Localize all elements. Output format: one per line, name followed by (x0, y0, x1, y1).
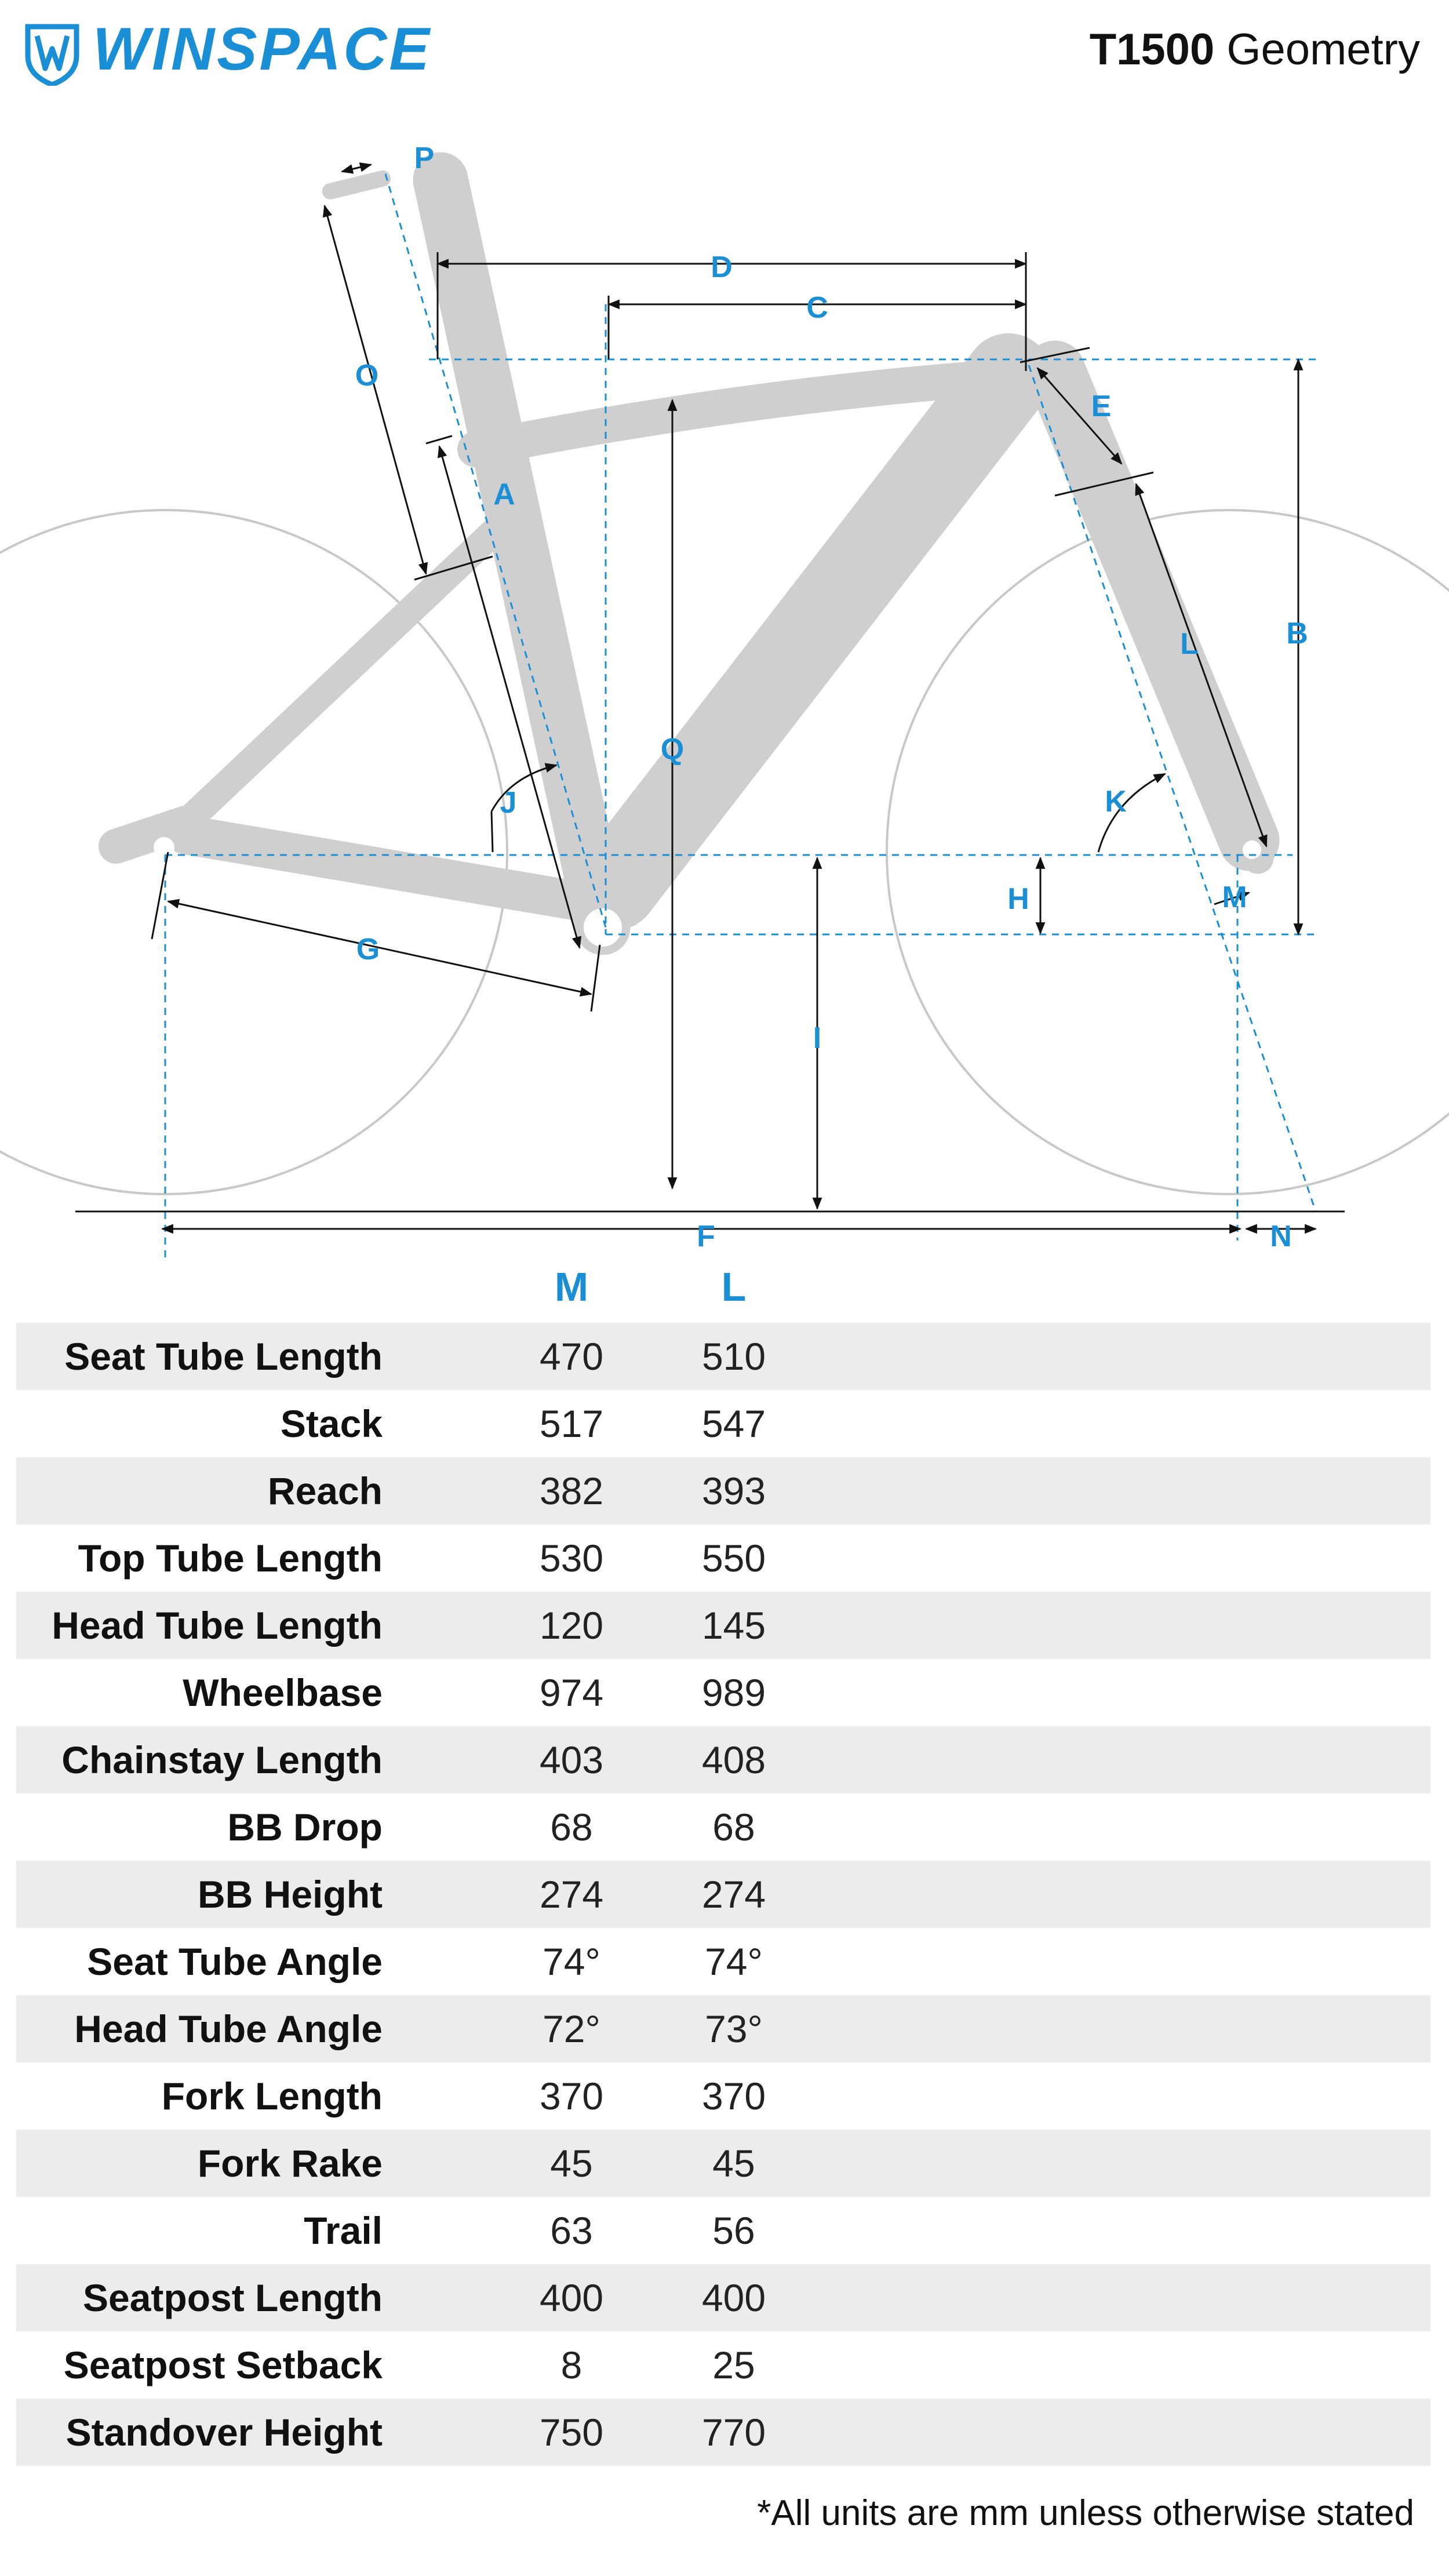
table-row (16, 1457, 1430, 1525)
row-label: BB Drop (227, 1806, 383, 1849)
row-label: Seat Tube Angle (87, 1940, 383, 1983)
value-size-m: 72° (543, 2007, 600, 2050)
row-label: Fork Length (161, 2075, 383, 2117)
table-row (16, 2264, 1430, 2331)
value-size-l: 770 (701, 2411, 766, 2454)
dim-label-B: B (1286, 617, 1308, 650)
dim-label-H: H (1007, 882, 1029, 916)
geometry-table (16, 1323, 1430, 2466)
dim-label-N: N (1270, 1220, 1292, 1253)
value-size-l: 408 (701, 1738, 766, 1781)
front-dropout (1243, 841, 1261, 859)
dim-label-C: C (806, 291, 828, 325)
table-row (16, 1861, 1430, 1928)
row-label: Seatpost Length (82, 2276, 383, 2319)
row-label: Top Tube Length (78, 1537, 383, 1580)
row-label: Reach (267, 1469, 383, 1512)
dim-label-L: L (1180, 627, 1199, 661)
saddle-clamp (330, 179, 383, 191)
value-size-m: 382 (539, 1469, 604, 1512)
value-size-l: 73° (705, 2007, 763, 2050)
row-label: Seatpost Setback (63, 2344, 383, 2386)
dim-label-K: K (1105, 785, 1127, 818)
table-row (16, 1592, 1430, 1659)
value-size-m: 45 (550, 2142, 593, 2185)
table-row (16, 2331, 1430, 2399)
value-size-m: 274 (539, 1873, 604, 1916)
value-size-m: 74° (543, 1940, 600, 1983)
value-size-m: 974 (539, 1671, 604, 1714)
table-row (16, 1390, 1430, 1457)
value-size-l: 370 (701, 2075, 766, 2117)
size-column-header (0, 1261, 1449, 1313)
dim-label-A: A (493, 478, 515, 511)
value-size-m: 120 (539, 1604, 604, 1647)
table-row (16, 2197, 1430, 2264)
table-row (16, 2130, 1430, 2197)
value-size-l: 274 (701, 1873, 766, 1916)
table-row (16, 2399, 1430, 2466)
size-header-l: L (721, 1264, 747, 1309)
row-label: Standover Height (65, 2411, 383, 2454)
row-label: BB Height (198, 1873, 383, 1916)
bottom-bracket (581, 905, 625, 949)
size-header-m: M (554, 1264, 589, 1309)
value-size-l: 68 (712, 1806, 755, 1849)
value-size-l: 145 (701, 1604, 766, 1647)
row-label: Head Tube Length (52, 1604, 383, 1647)
table-row (16, 1323, 1430, 1390)
table-row (16, 1928, 1430, 1995)
dim-label-Q: Q (660, 733, 685, 766)
page-header (0, 0, 1449, 110)
bicycle-frame-geometry-diagram (0, 110, 1449, 1269)
table-row (16, 1726, 1430, 1793)
value-size-l: 547 (701, 1402, 766, 1445)
dim-label-M: M (1222, 881, 1247, 914)
dim-label-D: D (711, 250, 733, 284)
row-label: Chainstay Length (61, 1738, 383, 1781)
value-size-m: 8 (560, 2344, 582, 2386)
page-title (1090, 23, 1420, 76)
value-size-l: 400 (701, 2276, 766, 2319)
value-size-m: 63 (550, 2209, 593, 2252)
table-row (16, 2062, 1430, 2130)
value-size-l: 25 (712, 2344, 755, 2386)
value-size-l: 550 (701, 1537, 766, 1580)
value-size-m: 370 (539, 2075, 604, 2117)
value-size-l: 393 (701, 1469, 766, 1512)
table-row (16, 1659, 1430, 1726)
table-row (16, 1525, 1430, 1592)
model-name: T1500 (1089, 25, 1215, 74)
row-label: Trail (304, 2209, 383, 2252)
value-size-m: 403 (539, 1738, 604, 1781)
row-label: Fork Rake (197, 2142, 383, 2185)
value-size-l: 45 (712, 2142, 755, 2185)
dim-label-J: J (500, 786, 517, 820)
dim-label-O: O (355, 359, 379, 392)
dim-label-I: I (813, 1021, 822, 1055)
row-label: Head Tube Angle (74, 2007, 383, 2050)
dim-label-E: E (1091, 390, 1112, 423)
dim-label-F: F (697, 1220, 715, 1253)
title-subtitle: Geometry (1226, 25, 1420, 74)
dim-label-G: G (356, 933, 380, 966)
row-label: Stack (280, 1402, 383, 1445)
table-row (16, 1793, 1430, 1861)
value-size-l: 510 (701, 1335, 766, 1378)
value-size-m: 750 (539, 2411, 604, 2454)
brand-name: WINSPACE (93, 16, 432, 83)
table-row (16, 1995, 1430, 2062)
value-size-m: 530 (539, 1537, 604, 1580)
value-size-l: 989 (701, 1671, 766, 1714)
units-footnote: *All units are mm unless otherwise stated (757, 2493, 1414, 2533)
value-size-l: 74° (705, 1940, 763, 1983)
value-size-m: 517 (539, 1402, 604, 1445)
value-size-l: 56 (712, 2209, 755, 2252)
dim-label-P: P (414, 141, 435, 175)
row-label: Seat Tube Length (64, 1335, 383, 1378)
value-size-m: 400 (539, 2276, 604, 2319)
row-label: Wheelbase (183, 1671, 383, 1714)
bike-frame (116, 180, 1258, 927)
value-size-m: 68 (550, 1806, 593, 1849)
value-size-m: 470 (539, 1335, 604, 1378)
